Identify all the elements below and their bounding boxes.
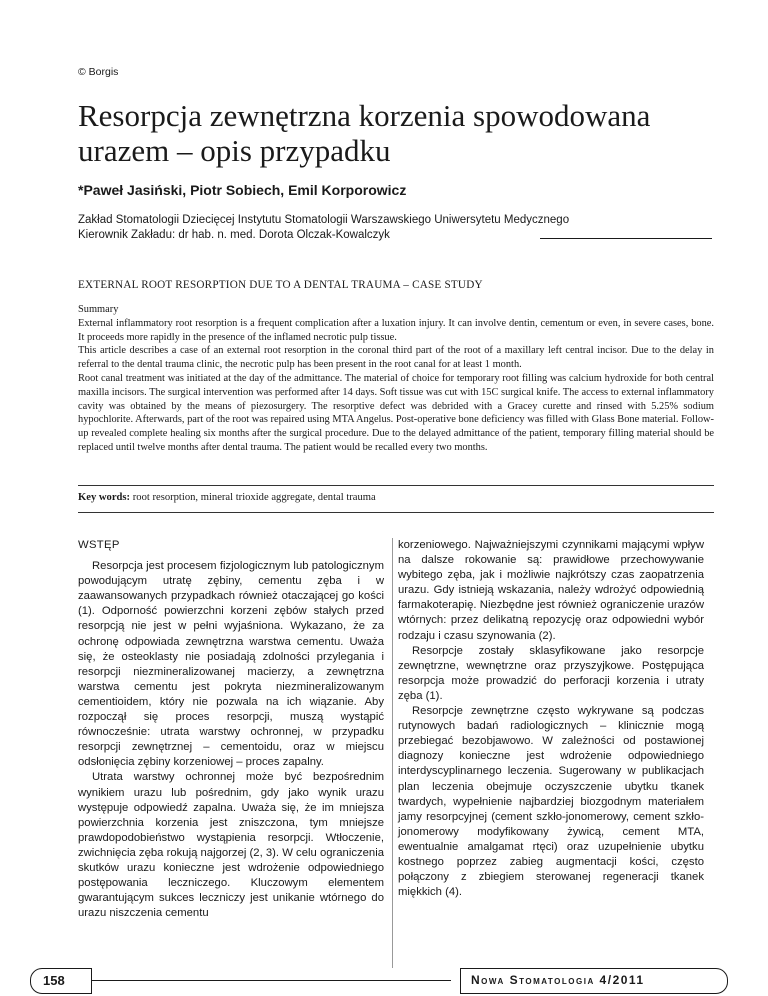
body-paragraph: Resorpcje zostały sklasyfikowane jako resorpcje zewnętrzne, wewnętrzne oraz przyszyjkowe. Postępująca resorpcja może prowadzić do perforacji korzenia i utraty zęba (1).: [398, 644, 704, 702]
page-number: 158: [43, 973, 65, 988]
affiliation-rule: [540, 238, 712, 239]
summary-paragraph: External inflammatory root resorption is a frequent complication after a luxation injury. It can involve dentin, cementum or even, in severe cases, bone. It proceeds more rapidly in the presence of the inflamed necrotic pulp tissue.: [78, 317, 714, 343]
body-paragraph: korzeniowego. Najważniejszymi czynnikami mającymi wpływ na dalsze rokowanie są: prawidłowe przechowywanie wybitego zęba, jak i możliwie najkrótszy czas zaopatrzenia urazu. Gdy istnieją wskazania, należy wdrożyć odpowiednią farmakoterapię. Niezbędne jest również ograniczenie urazów wtórnych: przez delikatną repozycję oraz odpowiedni wybór rodzaju i czasu szynowania (2).: [398, 539, 704, 642]
page-number-box: [30, 968, 92, 994]
copyright-notice: © Borgis: [78, 66, 119, 78]
body-paragraph: Resorpcja jest procesem fizjologicznym lub patologicznym powodującym utratę zębiny, cementu zęba i w zaawansowanych przypadkach również otaczającej go kości (1). Odporność powierzchni korzeni zębów stałych przed resorpcją nie jest w pełni wyjaśniona. Wykazano, że za ochronę odpowiada zewnętrzna warstwa cementu. Uważa się, że osteoklasty nie posiadają zdolności przylegania i resorpcji niezmineralizowanej macierzy, a zewnętrzna warstwa cementu jest pokryta niezmineralizowanym cementioidem, który nie pozwala na ich wiązanie. Aby rozpoczął się proces resorpcji, muszą wystąpić równocześnie: utrata warstwy ochronnej, w przypadku resorpcji zewnętrznej – cementoidu, oraz w miejscu odsłonięcia zębiny korzeniowej – proces zapalny.: [78, 560, 384, 769]
body-paragraph: Utrata warstwy ochronnej może być bezpośrednim wynikiem urazu lub pośrednim, gdy jako wynik urazu występuje odpowiedź zapalna. Uważa się, że im mniejsza powierzchnia korzenia jest zniszczona, tym mniejsze prawdopodobieństwo wystąpienia resorpcji. Wtłoczenie, zwichnięcia zęba rokują najgorzej (2, 3). W celu ograniczenia skutków urazu konieczne jest wdrożenie odpowiedniego postępowania leczniczego. Kluczowym elementem gwarantującym sukces leczniczy jest unikanie wtórnego do urazu niszczenia cementu: [78, 771, 384, 920]
footer-rule: [91, 980, 451, 981]
keywords-text: root resorption, mineral trioxide aggregate, dental trauma: [132, 492, 376, 503]
keywords-line: [78, 492, 714, 503]
journal-name: Nowa Stomatologia 4/2011: [471, 973, 645, 987]
body-paragraph: Resorpcje zewnętrzne często wykrywane są podczas rutynowych badań radiologicznych – klinicznie mogą przebiegać bezobjawowo. W zależności od postawionej diagnozy konieczne jest wdrożenie odpowiedniego interdyscyplinarnego leczenia. Sugerowany w publikacjach plan leczenia obejmuje oczyszczenie ubytku tkanek twardych, wypełnienie najbardziej biozgodnym materiałem jamy resorpcyjnej (cement szkło-jonomerowy, cement szkło-jonomerowy modyfikowany żywicą, cement MTA, ewentualnie amalgamat rtęci) oraz uzupełnienie ubytku kostnego poprzez zabieg augmentacji kości, często połączony z zbiegiem sterowanej regeneracji tkanek miękkich (4).: [398, 705, 704, 899]
keywords-label: Key words:: [78, 492, 131, 503]
journal-box: [460, 968, 728, 994]
affiliation: [78, 213, 569, 243]
keywords-bottom-rule: [78, 512, 714, 513]
keywords-top-rule: [78, 485, 714, 486]
page-footer: [30, 968, 726, 996]
summary-paragraph: This article describes a case of an external root resorption in the coronal third part of the root of a maxillary left central incisor. Due to the delay in referral to the dental trauma clinic, the necrotic pulp has been present in the root canal for at least 1 month.: [78, 345, 714, 371]
body-column-left: [78, 538, 384, 921]
column-divider: [392, 538, 393, 968]
summary-label: Summary: [78, 304, 119, 315]
section-heading: WSTĘP: [78, 539, 120, 551]
english-title: EXTERNAL ROOT RESORPTION DUE TO A DENTAL TRAUMA – CASE STUDY: [78, 279, 483, 291]
article-authors: *Paweł Jasiński, Piotr Sobiech, Emil Korporowicz: [78, 182, 407, 198]
summary-paragraph: Root canal treatment was initiated at the day of the admittance. The material of choice for temporary root filling was calcium hydroxide for both central maxilla incisors. The surgical intervention was performed after 14 days. Soft tissue was cut with 15C surgical knife. The access to external inflammatory cavity was obtained by the means of piezosurgery. The resorptive defect was debrided with a Gracey curette and rinsed with 5.25% sodium hypochlorite. Afterwards, part of the root was repaired using MTA Angelus. Post-operative bone deficiency was filled with Glass Bone material. Follow-up revealed complete healing six months after the surgical procedure. Due to the delayed admittance of the patient, temporary filling material should be replaced until twelve months after dental trauma. The patient would be recalled every two months.: [78, 372, 714, 453]
summary-block: [78, 303, 714, 455]
affiliation-line-2: Kierownik Zakładu: dr hab. n. med. Dorota Olczak-Kowalczyk: [78, 229, 390, 241]
affiliation-line-1: Zakład Stomatologii Dziecięcej Instytutu Stomatologii Warszawskiego Uniwersytetu Medycznego: [78, 214, 570, 226]
body-column-right: [398, 538, 704, 900]
article-title: Resorpcja zewnętrzna korzenia spowodowana urazem – opis przypadku: [78, 98, 651, 168]
